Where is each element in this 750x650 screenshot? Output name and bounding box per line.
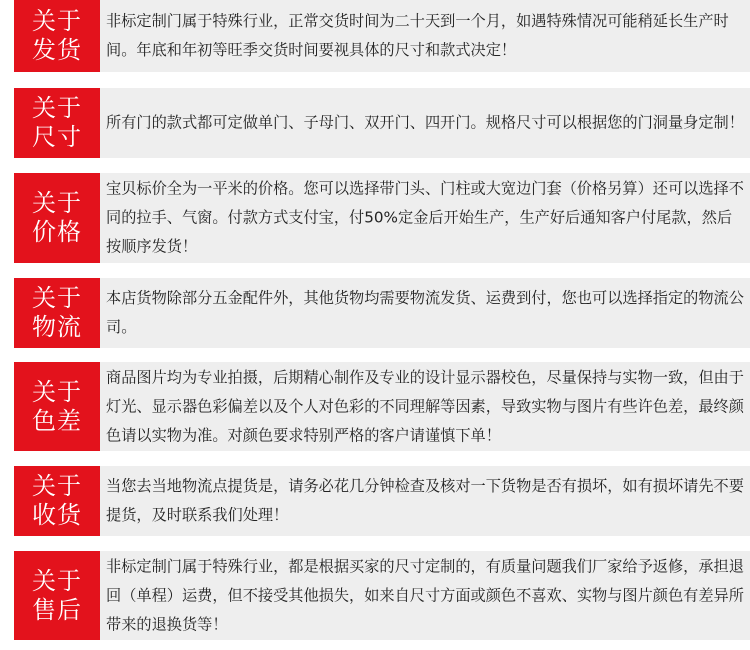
- section-label-line2: 物流: [32, 313, 82, 341]
- section-text: 本店货物除部分五金配件外，其他货物均需要物流发货、运费到付，您也可以选择指定的物流公司。: [106, 289, 744, 336]
- section-text: 商品图片均为专业拍摄，后期精心制作及专业的设计显示器校色，尽量保持与实物一致，但由于灯光、显示器色彩偏差以及个人对色彩的不同理解等因素，导致实物与图片有些许色差，最终颜色请以实物为准。对颜色要求特别严格的客户请谨慎下单！: [106, 368, 744, 444]
- section-logistics: [14, 278, 750, 348]
- section-label: [14, 0, 100, 72]
- section-label: [14, 278, 100, 348]
- section-label-line2: 发货: [32, 36, 82, 64]
- section-label-line1: 关于: [32, 189, 82, 217]
- section-label: [14, 173, 100, 263]
- section-label-line2: 色差: [32, 406, 82, 435]
- section-label-line1: 关于: [32, 94, 82, 122]
- section-label-line2: 尺寸: [32, 123, 82, 151]
- section-label-line1: 关于: [32, 284, 82, 312]
- section-label: [14, 466, 100, 536]
- section-label-line1: 关于: [32, 7, 82, 35]
- section-label-line1: 关于: [32, 377, 82, 406]
- section-shipping: [14, 0, 750, 72]
- section-label: [14, 88, 100, 158]
- section-after-sales: [14, 551, 750, 640]
- section-text: 宝贝标价全为一平米的价格。您可以选择带门头、门柱或大宽边门套（价格另算）还可以选择不同的拉手、气窗。付款方式支付宝，付50%定金后开始生产，生产好后通知客户付尾款，然后按顺序发货！: [106, 179, 744, 256]
- section-label: [14, 551, 100, 640]
- section-label-line2: 售后: [32, 595, 82, 624]
- section-label-line1: 关于: [32, 472, 82, 500]
- section-receiving: [14, 466, 750, 536]
- section-text: 所有门的款式都可定做单门、子母门、双开门、四开门。规格尺寸可以根据您的门洞量身定制！: [106, 113, 744, 132]
- section-text: 非标定制门属于特殊行业，都是根据买家的尺寸定制的，有质量问题我们厂家给予返修，承担退回（单程）运费，但不接受其他损失，如来自尺寸方面或颜色不喜欢、实物与图片颜色有差异所带来的退换货等！: [106, 557, 744, 633]
- section-text: 非标定制门属于特殊行业，正常交货时间为二十天到一个月，如遇特殊情况可能稍延长生产时间。年底和年初等旺季交货时间要视具体的尺寸和款式决定！: [106, 12, 729, 59]
- section-size: [14, 88, 750, 158]
- section-label-line2: 价格: [32, 218, 82, 246]
- section-text: 当您去当地物流点提货是，请务必花几分钟检查及核对一下货物是否有损坏，如有损坏请先不要提货，及时联系我们处理！: [106, 477, 744, 524]
- section-color-difference: [14, 362, 750, 451]
- section-label-line2: 收货: [32, 501, 82, 529]
- section-price: [14, 173, 750, 263]
- section-label-line1: 关于: [32, 566, 82, 595]
- section-label: [14, 362, 100, 451]
